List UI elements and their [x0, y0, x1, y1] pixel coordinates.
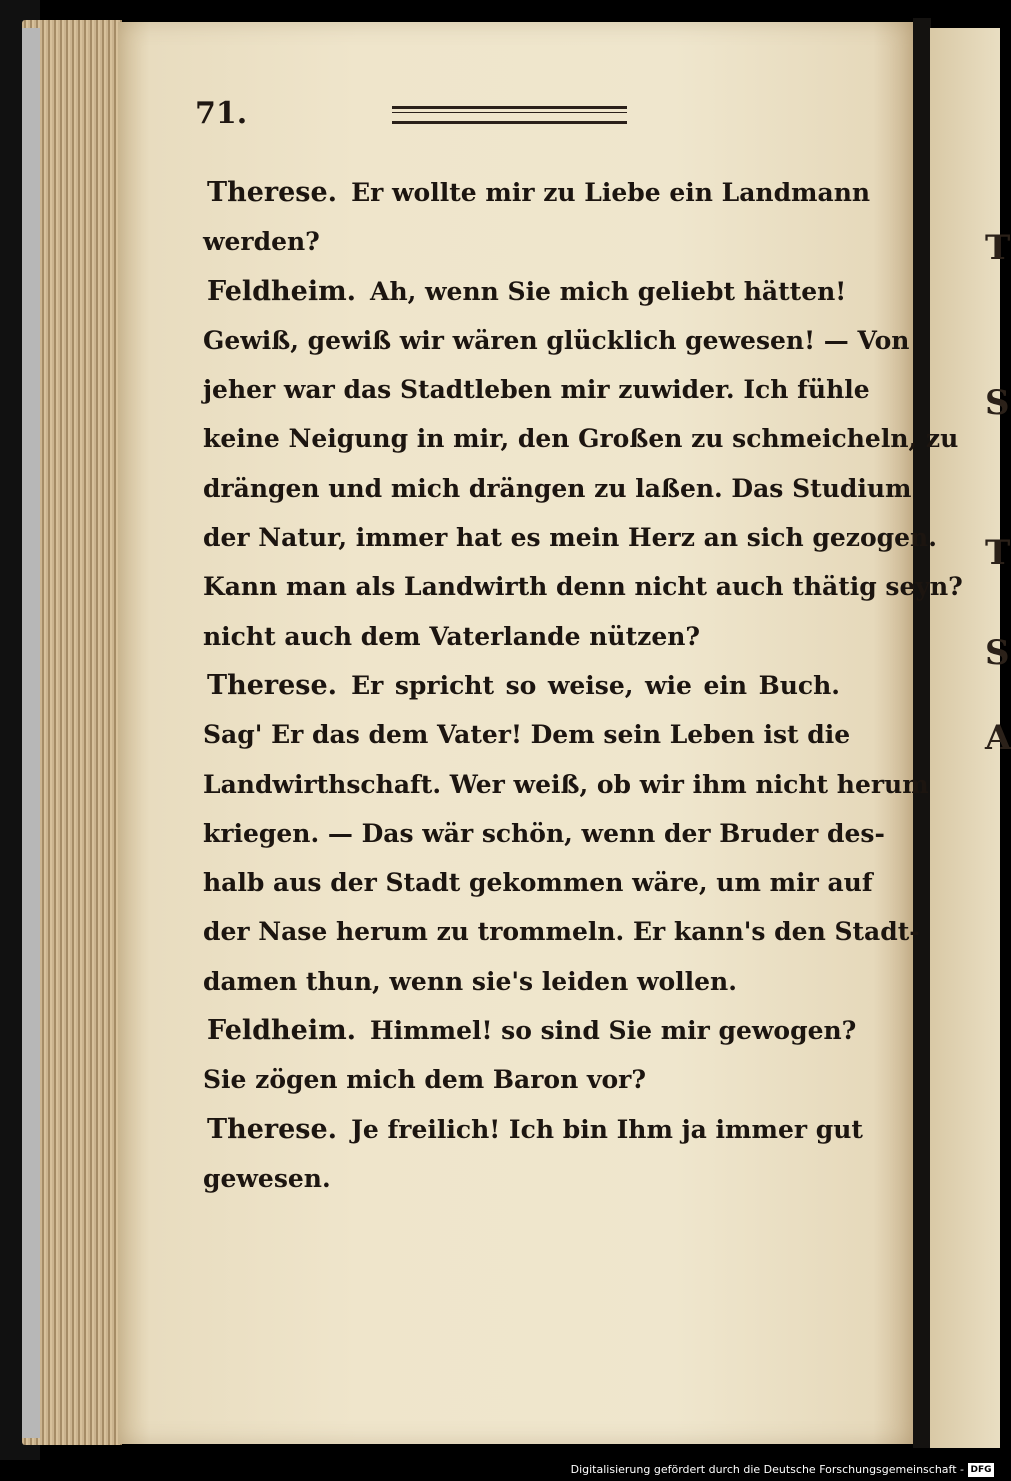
facing-page-char: S	[985, 383, 1010, 423]
text-line	[203, 661, 840, 710]
page-text	[203, 168, 963, 1203]
facing-page-char: T	[985, 228, 1011, 268]
text-line	[203, 907, 920, 956]
text-line	[203, 1055, 840, 1104]
header-rule	[392, 106, 627, 124]
line-text: Je freilich! Ich bin Ihm ja immer gut	[351, 1114, 863, 1144]
facing-page	[930, 28, 1011, 1448]
line-text: damen thun, wenn sie's leiden wollen.	[203, 966, 737, 996]
text-line	[203, 858, 873, 907]
line-text: werden?	[203, 227, 320, 257]
line-text: Sie zögen mich dem Baron vor?	[203, 1065, 646, 1095]
text-line	[203, 760, 929, 809]
text-line	[203, 562, 963, 611]
line-text: jeher war das Stadtleben mir zuwider. Ich fühle	[203, 375, 870, 405]
text-line	[203, 957, 840, 1006]
line-text: halb aus der Stadt gekommen wäre, um mir auf	[203, 868, 873, 898]
speaker-name: Therese.	[207, 669, 338, 701]
text-line	[203, 1105, 863, 1154]
book-gutter	[913, 18, 931, 1448]
line-text: Er wollte mir zu Liebe ein Landmann	[351, 178, 871, 207]
line-text: Ah, wenn Sie mich geliebt hätten!	[370, 276, 847, 306]
line-text: drängen und mich drängen zu laßen. Das Studium	[203, 473, 912, 503]
line-text: Kann man als Landwirth denn nicht auch thätig seyn?	[203, 572, 963, 602]
text-line	[203, 710, 851, 759]
text-line	[203, 316, 910, 365]
line-text: der Natur, immer hat es mein Herz an sich gezogen.	[203, 523, 937, 553]
speaker-name: Therese.	[207, 177, 338, 208]
text-line	[203, 365, 870, 414]
line-text: Er spricht so weise, wie ein Buch.	[351, 670, 840, 700]
facing-page-char: S	[985, 633, 1010, 673]
page-number: 71.	[195, 96, 248, 131]
line-text: Himmel! so sind Sie mir gewogen?	[370, 1016, 857, 1046]
speaker-name: Therese.	[207, 1113, 338, 1145]
line-text: Landwirthschaft. Wer weiß, ob wir ihm nicht herum	[203, 769, 929, 799]
text-line	[203, 513, 937, 562]
speaker-name: Feldheim.	[207, 1015, 357, 1047]
line-text: kriegen. — Das wär schön, wenn der Bruder des-	[203, 818, 885, 848]
page-header	[195, 96, 835, 136]
dfg-logo: DFG	[968, 1463, 994, 1477]
line-text: der Nase herum zu trommeln. Er kann's den Stadt-	[203, 917, 920, 947]
line-text: Gewiß, gewiß wir wären glücklich gewesen! — Von	[203, 325, 910, 355]
facing-page-char: A	[985, 718, 1011, 758]
book-edge-strip	[22, 28, 40, 1438]
text-line	[203, 1154, 840, 1203]
line-text: gewesen.	[203, 1163, 331, 1193]
text-line	[203, 612, 840, 661]
facing-page-char: T	[985, 533, 1011, 573]
text-line	[203, 1006, 857, 1055]
footer-credit: Digitalisierung gefördert durch die Deutsche Forschungsgemeinschaft -	[570, 1463, 964, 1476]
text-line	[203, 217, 840, 266]
text-line	[203, 168, 871, 217]
text-line	[203, 267, 847, 316]
text-line	[203, 809, 885, 858]
line-text: keine Neigung in mir, den Großen zu schmeicheln, zu	[203, 424, 959, 454]
text-line	[203, 414, 959, 463]
speaker-name: Feldheim.	[207, 275, 357, 307]
line-text: nicht auch dem Vaterlande nützen?	[203, 621, 701, 651]
text-line	[203, 464, 912, 513]
line-text: Sag' Er das dem Vater! Dem sein Leben ist die	[203, 720, 851, 750]
